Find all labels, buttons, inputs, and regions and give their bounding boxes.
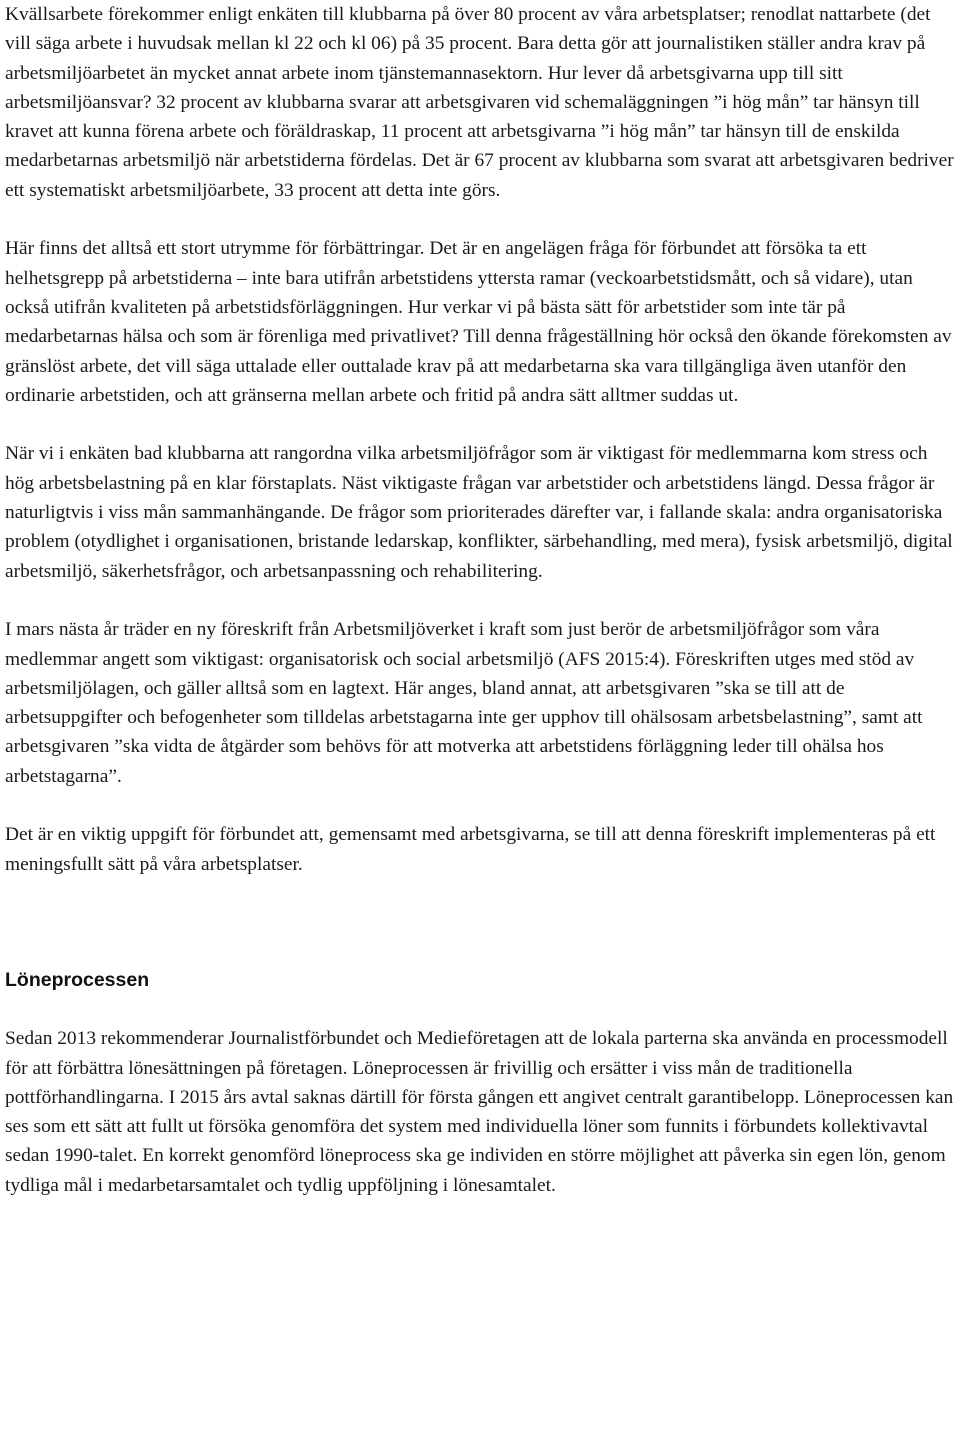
section-heading: Löneprocessen: [5, 969, 150, 992]
paragraph-working-hours-survey: Kvällsarbete förekommer enligt enkäten till klubbarna på över 80 procent av våra arbetsplatser; renodlat nattarbete (det vill säga arbete i huvudsak mellan kl 22 och kl 06) på 35 procent. Bara detta gör att journalistiken ställer andra krav på arbetsmiljöarbetet än mycket annat arbete inom tjänstemannasektorn. Hur lever då arbetsgivarna upp till sitt arbetsmiljöansvar? 32 procent av klubbarna svarar att arbetsgivaren vid schemaläggningen ”i hög mån” tar hänsyn till kravet att kunna förena arbete och föräldraskap, 11 procent att arbetsgivarna ”i hög mån” tar hänsyn till de enskilda medarbetarnas arbetsmiljö när arbetstiderna fördelas. Det är 67 procent av klubbarna som svarat att arbetsgivaren bedriver ett systematiskt arbetsmiljöarbete, 33 procent att detta inte görs.: [5, 4, 954, 201]
document-page: [5, 0, 955, 1200]
paragraph-salary-process: Sedan 2013 rekommenderar Journalistförbundet och Medieföretagen att de lokala parterna ska använda en processmodell för att förbättra lönesättningen på företagen. Löneprocessen är frivillig och ersätter i viss mån de traditionella pottförhandlingarna. I 2015 års avtal saknas därtill för första gången ett angivet centralt garantibelopp. Löneprocessen kan ses som ett sätt att fullt ut försöka genomföra det system med individuella löner som funnits i förbundets kollektivavtal sedan 1990-talet. En korrekt genomförd löneprocess ska ge individen en större möjlighet att påverka sin egen lön, genom tydliga mål i medarbetarsamtalet och tydlig uppföljning i lönesamtalet.: [5, 1028, 954, 1196]
paragraph-priority-ranking: När vi i enkäten bad klubbarna att rangordna vilka arbetsmiljöfrågor som är viktigast för medlemmarna kom stress och hög arbetsbelastning på en klar förstaplats. Näst viktigaste frågan var arbetstider och arbetstidens längd. Dessa frågor är naturligtvis i viss mån sammanhängande. De frågor som prioriterades därefter var, i fallande skala: andra organisatoriska problem (otydlighet i organisationen, bristande ledarskap, konflikter, särbehandling, med mera), fysisk arbetsmiljö, digital arbetsmiljö, säkerhetsfrågor, och arbetsanpassning och rehabilitering.: [5, 443, 953, 582]
paragraph-improvement-room: Här finns det alltså ett stort utrymme för förbättringar. Det är en angelägen fråga för förbundet att försöka ta ett helhetsgrepp på arbetstiderna – inte bara utifrån arbetstidens yttersta ramar (veckoarbetstidsmått, och så vidare), utan också utifrån kvaliteten på arbetstidsförläggningen. Hur verkar vi på bästa sätt för arbetstider som inte tär på medarbetarnas hälsa och som är förenliga med privatlivet? Till denna frågeställning hör också den ökande förekomsten av gränslöst arbete, det vill säga uttalade eller outtalade krav på att medarbetarna ska vara tillgängliga även utanför den ordinarie arbetstiden, och att gränserna mellan arbete och fritid på andra sätt alltmer suddas ut.: [5, 238, 952, 406]
paragraph-new-regulation: I mars nästa år träder en ny föreskrift från Arbetsmiljöverket i kraft som just berör de arbetsmiljöfrågor som våra medlemmar angett som viktigast: organisatorisk och social arbetsmiljö (AFS 2015:4). Föreskriften utges med stöd av arbetsmiljölagen, och gäller alltså som en lagtext. Här anges, bland annat, att arbetsgivaren ”ska se till att de arbetsuppgifter och befogenheter som tilldelas arbetstagarna inte ger upphov till ohälsosam arbetsbelastning”, samt att arbetsgivaren ”ska vidta de åtgärder som behövs för att motverka att arbetstidens förläggning leder till ohälsa hos arbetstagarna”.: [5, 619, 923, 787]
paragraph-union-task: Det är en viktig uppgift för förbundet att, gemensamt med arbetsgivarna, se till att denna föreskrift implementeras på ett meningsfullt sätt på våra arbetsplatser.: [5, 824, 936, 875]
section-spacer: [5, 908, 955, 966]
